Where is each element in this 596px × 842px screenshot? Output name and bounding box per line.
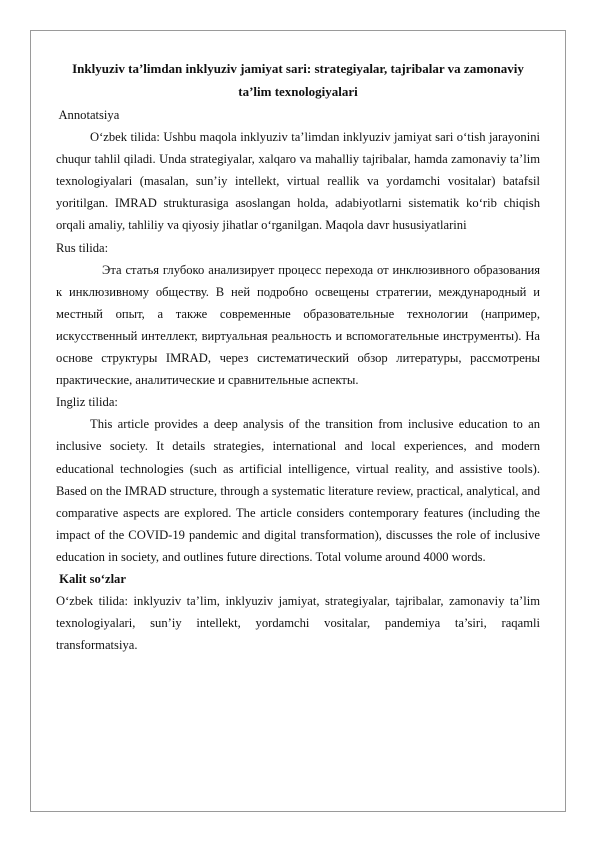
english-heading: Ingliz tilida: (56, 395, 118, 410)
keywords-heading: Kalit so‘zlar (56, 571, 126, 586)
document-body (56, 57, 540, 656)
abstract-uzbek: O‘zbek tilida: Ushbu maqola inklyuziv ta’limdan inklyuziv jamiyat sari o‘tish jarayonini chuqur tahlil qiladi. Unda strategiyalar, xalqaro va mahalliy tajribalar, hamda zamonaviy ta’lim texnologiyalari (masalan, sun’iy intellekt, virtual reallik va yordamchi vositalar) batafsil yoritilgan. IMRAD strukturasiga asoslangan holda, adabiyotlarni sistematik ko‘rib chiqish orqali amaliy, tahliliy va qiyosiy jihatlar o‘rganilgan. Maqola davr hususiyatlarini (56, 130, 540, 233)
annotation-heading: Annotatsiya (56, 108, 120, 122)
paper-title: Inklyuziv ta’limdan inklyuziv jamiyat sari: strategiyalar, tajribalar va zamonaviy ta’lim texnologiyalari (72, 61, 524, 99)
russian-heading: Rus tilida: (56, 240, 109, 255)
keywords-uzbek: O‘zbek tilida: inklyuziv ta’lim, inklyuziv jamiyat, strategiyalar, tajribalar, zamonaviy ta’lim texnologiyalari, sun’iy intellekt, yordamchi vositalar, pandemiya ta’siri, raqamli transformatsiya. (56, 594, 540, 653)
abstract-english: This article provides a deep analysis of the transition from inclusive education to an inclusive society. It details strategies, international and local experiences, and modern educational technologies (such as artificial intelligence, virtual reality, and assistive tools). Based on the IMRAD structure, through a systematic literature review, practical, analytical, and comparative aspects are explored. The article considers contemporary features (including the impact of the COVID-19 pandemic and digital transformation), discusses the role of inclusive education in society, and outlines future directions. Total volume around 4000 words. (56, 417, 540, 564)
abstract-russian: Эта статья глубоко анализирует процесс перехода от инклюзивного образования к инклюзивному обществу. В ней подробно освещены стратегии, международный и местный опыт, а также современные образовательные технологии (например, искусственный интеллект, виртуальная реальность и вспомогательные инструменты). На основе структуры IMRAD, через систематический обзор литературы, рассмотрены практические, аналитические и сравнительные аспекты. (56, 262, 540, 388)
